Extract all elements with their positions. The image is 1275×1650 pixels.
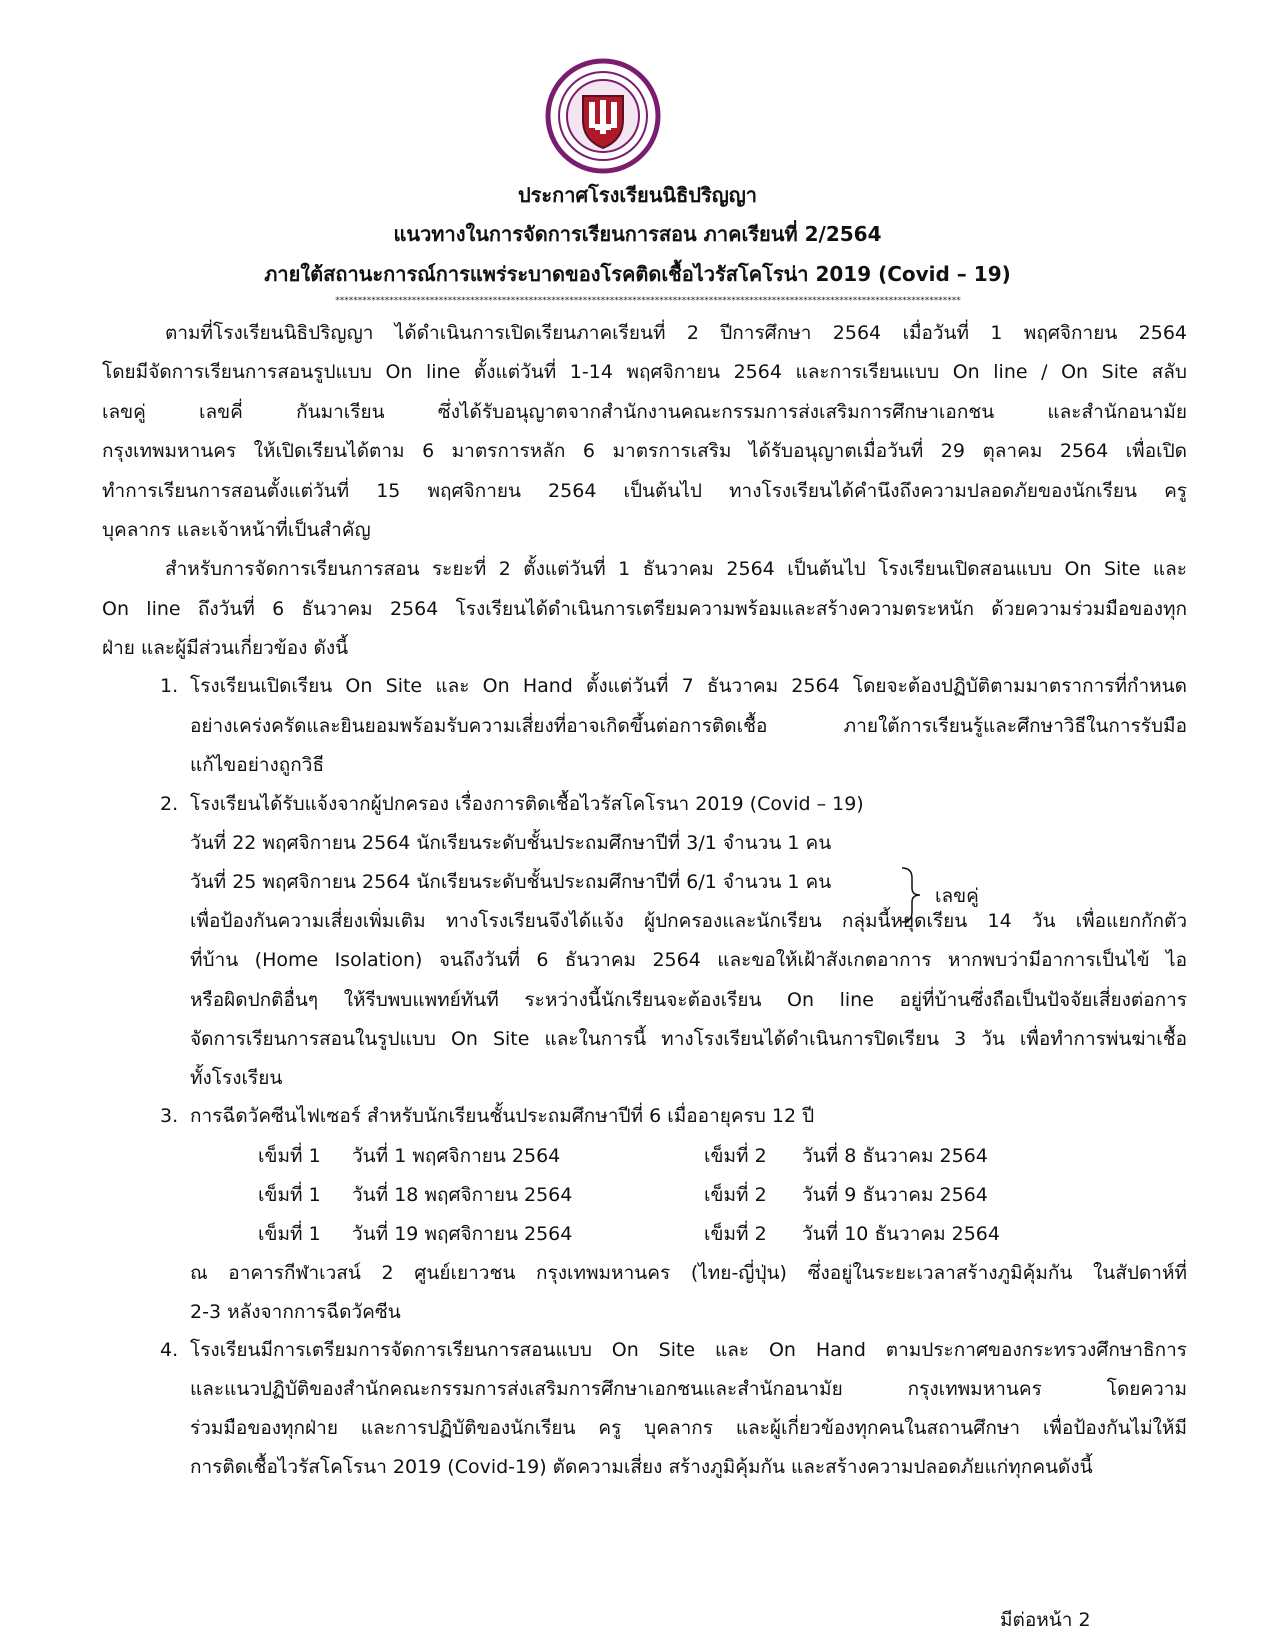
para2-line: สำหรับการจัดการเรียนการสอน ระยะที่ 2 ตั้งแต่วันที่ 1 ธันวาคม 2564 เป็นต้นไป โรงเรียนเปิดสอนแบบ On Site และ bbox=[165, 558, 1187, 580]
item-number: 4. bbox=[160, 1339, 179, 1361]
dose-date: วันที่ 8 ธันวาคม 2564 bbox=[802, 1145, 988, 1167]
case-line: วันที่ 22 พฤศจิกายน 2564 นักเรียนระดับชั้นประถมศึกษาปีที่ 3/1 จำนวน 1 คน bbox=[190, 832, 832, 854]
item4-line: และแนวปฏิบัติของสำนักคณะกรรมการส่งเสริมการศึกษาเอกชนและสำนักอนามัย กรุงเทพมหานคร โดยความ bbox=[190, 1378, 1187, 1400]
intro-line: บุคลากร และเจ้าหน้าที่เป็นสำคัญ bbox=[102, 519, 371, 541]
dose-date: วันที่ 1 พฤศจิกายน 2564 bbox=[352, 1145, 561, 1167]
dose-label: เข็มที่ 2 bbox=[704, 1223, 767, 1245]
item2-line: เพื่อป้องกันความเสี่ยงเพิ่มเติม ทางโรงเรียนจึงได้แจ้ง ผู้ปกครองและนักเรียน กลุ่มนี้หยุดเรียน 14 วัน เพื่อแยกกักตัว bbox=[190, 910, 1187, 932]
intro-line: ตามที่โรงเรียนนิธิปริญญา ได้ดำเนินการเปิดเรียนภาคเรียนที่ 2 ปีการศึกษา 2564 เมื่อวันที่ 1 พฤศจิกายน 2564 bbox=[165, 322, 1187, 344]
dose-date: วันที่ 9 ธันวาคม 2564 bbox=[802, 1184, 988, 1206]
item4-line: โรงเรียนมีการเตรียมการจัดการเรียนการสอนแบบ On Site และ On Hand ตามประกาศของกระทรวงศึกษาธิการ bbox=[190, 1339, 1187, 1361]
item2-line: จัดการเรียนการสอนในรูปแบบ On Site และในการนี้ ทางโรงเรียนได้ดำเนินการปิดเรียน 3 วัน เพื่อทำการพ่นฆ่าเชื้อ bbox=[190, 1028, 1187, 1050]
item2-line: หรือผิดปกติอื่นๆ ให้รีบพบแพทย์ทันที ระหว่างนี้นักเรียนจะต้องเรียน On line อยู่ที่บ้านซึ่งถือเป็นปัจจัยเสี่ยงต่อการ bbox=[190, 989, 1187, 1011]
para2-line: ฝ่าย และผู้มีส่วนเกี่ยวข้อง ดังนี้ bbox=[102, 637, 349, 659]
dose-label: เข็มที่ 2 bbox=[704, 1184, 767, 1206]
dose-date: วันที่ 19 พฤศจิกายน 2564 bbox=[352, 1223, 573, 1245]
intro-line: โดยมีจัดการเรียนการสอนรูปแบบ On line ตั้งแต่วันที่ 1-14 พฤศจิกายน 2564 และการเรียนแบบ On line / On Site สลับ bbox=[102, 361, 1187, 383]
item1-line: โรงเรียนเปิดเรียน On Site และ On Hand ตั้งแต่วันที่ 7 ธันวาคม 2564 โดยจะต้องปฏิบัติตามมาตราการที่กำหนด bbox=[190, 675, 1187, 697]
item3-line: ณ อาคารกีฬาเวสน์ 2 ศูนย์เยาวชน กรุงเทพมหานคร (ไทย-ญี่ปุ่น) ซึ่งอยู่ในระยะเวลาสร้างภูมิคุ้มกัน ในสัปดาห์ที่ bbox=[190, 1262, 1187, 1284]
announcement-subtitle: แนวทางในการจัดการเรียนการสอน ภาคเรียนที่ 2/2564 bbox=[393, 222, 882, 246]
intro-line: เลขคู่ เลขคี่ กันมาเรียน ซึ่งได้รับอนุญาตจากสำนักงานคณะกรรมการส่งเสริมการศึกษาเอกชน และสำนักอนามัย bbox=[102, 401, 1187, 423]
intro-line: ทำการเรียนการสอนตั้งแต่วันที่ 15 พฤศจิกายน 2564 เป็นต้นไป ทางโรงเรียนได้คำนึงถึงความปลอดภัยของนักเรียน ครู bbox=[102, 480, 1187, 502]
item-number: 1. bbox=[160, 675, 179, 697]
dose-label: เข็มที่ 2 bbox=[704, 1145, 767, 1167]
dose-label: เข็มที่ 1 bbox=[258, 1184, 321, 1206]
item1-line: อย่างเคร่งครัดและยินยอมพร้อมรับความเสี่ยงที่อาจเกิดขึ้นต่อการติดเชื้อ ภายใต้การเรียนรู้และศึกษาวิธีในการรับมือ bbox=[190, 715, 1187, 737]
item2-heading: โรงเรียนได้รับแจ้งจากผู้ปกครอง เรื่องการติดเชื้อไวรัสโคโรนา 2019 (Covid – 19) bbox=[190, 793, 864, 815]
item-number: 3. bbox=[160, 1105, 179, 1127]
dose-date: วันที่ 18 พฤศจิกายน 2564 bbox=[352, 1184, 573, 1206]
item3-heading: การฉีดวัคซีนไฟเซอร์ สำหรับนักเรียนชั้นประถมศึกษาปีที่ 6 เมื่ออายุครบ 12 ปี bbox=[190, 1105, 815, 1127]
announcement-context: ภายใต้สถานะการณ์การแพร่ระบาดของโรคติดเชื้อไวรัสโคโรน่า 2019 (Covid – 19) bbox=[264, 262, 1011, 286]
item1-line: แก้ไขอย่างถูกวิธี bbox=[190, 754, 325, 776]
item-number: 2. bbox=[160, 793, 179, 815]
para2-line: On line ถึงวันที่ 6 ธันวาคม 2564 โรงเรียนได้ดำเนินการเตรียมความพร้อมและสร้างความตระหนัก ด้วยความร่วมมือของทุก bbox=[102, 598, 1187, 620]
item2-line: ที่บ้าน (Home Isolation) จนถึงวันที่ 6 ธันวาคม 2564 และขอให้เฝ้าสังเกตอาการ หากพบว่ามีอาการเป็นไข้ ไอ bbox=[190, 949, 1187, 971]
announcement-title: ประกาศโรงเรียนนิธิปริญญา bbox=[517, 183, 758, 207]
continued-on-next-page: มีต่อหน้า 2 bbox=[1000, 1609, 1091, 1631]
item4-line: ร่วมมือของทุกฝ่าย และการปฏิบัติของนักเรียน ครู บุคลากร และผู้เกี่ยวข้องทุกคนในสถานศึกษา เพื่อป้องกันไม่ให้มี bbox=[190, 1417, 1187, 1439]
dose-label: เข็มที่ 1 bbox=[258, 1223, 321, 1245]
separator-line: ******************************************************************************************************************************************* bbox=[335, 296, 961, 306]
item4-line: การติดเชื้อไวรัสโคโรนา 2019 (Covid-19) ตัดความเสี่ยง สร้างภูมิคุ้มกัน และสร้างความปลอดภัยแก่ทุกคนดังนี้ bbox=[190, 1456, 1093, 1478]
even-number-label: เลขคู่ bbox=[935, 885, 979, 907]
intro-line: กรุงเทพมหานคร ให้เปิดเรียนได้ตาม 6 มาตรการหลัก 6 มาตรการเสริม ได้รับอนุญาตเมื่อวันที่ 29 ตุลาคม 2564 เพื่อเปิด bbox=[102, 440, 1187, 462]
school-logo bbox=[545, 58, 661, 174]
dose-label: เข็มที่ 1 bbox=[258, 1145, 321, 1167]
item3-line: 2-3 หลังจากการฉีดวัคซีน bbox=[190, 1301, 401, 1323]
case-line: วันที่ 25 พฤศจิกายน 2564 นักเรียนระดับชั้นประถมศึกษาปีที่ 6/1 จำนวน 1 คน bbox=[190, 871, 832, 893]
dose-date: วันที่ 10 ธันวาคม 2564 bbox=[802, 1223, 1000, 1245]
item2-line: ทั้งโรงเรียน bbox=[190, 1067, 283, 1089]
